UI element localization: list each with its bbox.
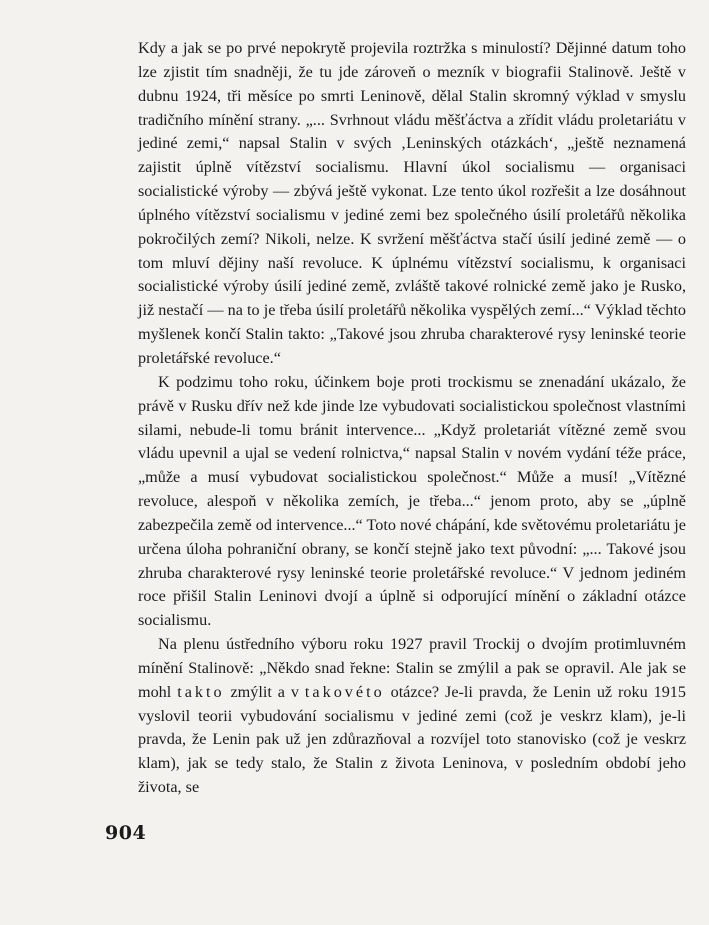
spaced-emphasis-takto: takto — [177, 682, 225, 701]
paragraph-2: K podzimu toho roku, účinkem boje proti trockismu se znenadání ukázalo, že právě v Rusku dřív než kde jinde lze vybudovati socialistickou společnost vlastními silami, nebude-li tomu bránit intervence... „Když proletariát vítězné země svou vládu upevnil a ujal se vedení rolnictva,“ napsal Stalin v novém vydání téže práce, „může a musí vybudovat socialistickou společnost.“ Může a musí! „Vítězné revoluce, alespoň v několika zemích, je třeba...“ jenom proto, aby se „úplně zabezpečila země od intervence...“ Toto nové chápání, kde světovému proletariátu je určena úloha pohraniční obrany, se končí stejně jako text původní: „... Takové jsou zhruba charakterové rysy leninské teorie proletářské revoluce.“ V jednom jediném roce přišil Stalin Leninovi dvojí a úplně si odporující mínění o základní otázce socialismu. — [138, 372, 686, 630]
spaced-emphasis-takoveto: takovéto — [304, 682, 385, 701]
page-number: 904 — [105, 822, 147, 844]
paragraph-1: Kdy a jak se po prvé nepokrytě projevila roztržka s minulostí? Dějinné datum toho lze zjistit tím snadněji, že tu jde zároveň o mezník v biografii Stalinově. Ještě v dubnu 1924, tři měsíce po smrti Leninově, dělal Stalin skromný výklad v smyslu tradičního mínění strany. „... Svrhnout vládu měšťáctva a zřídit vládu proletariátu v jediné zemi,“ napsal Stalin v svých ‚Leninských otázkách‘, „ještě neznamená zajistit úplně vítězství socialismu. Hlavní úkol socialismu — organisaci socialistické výroby — zbývá ještě vykonat. Lze tento úkol rozřešit a lze dosáhnout úplného vítězství socialismu v jediné zemi bez společného úsilí proletářů několika pokročilých zemí? Nikoli, nelze. K svržení měšťáctva stačí úsilí jediné země — o tom mluví dějiny naší revoluce. K úplnému vítězství socialismu, k organisaci socialistické výroby úsilí jediné země, zvláště takové rolnické země jako je Rusko, již nestačí — na to je třeba úsilí proletářů několika vyspělých zemí...“ Výklad těchto myšlenek končí Stalin takto: „Takové jsou zhruba charakterové rysy leninské teorie proletářské revoluce.“ — [138, 39, 686, 367]
page-body — [138, 37, 686, 800]
paragraph-3-text-c: otázce? Je-li pravda, že Lenin už roku 1915 vyslovil teorii vybudování socialismu v jediné zemi (což je veskrz klam), je-li pravda, že Lenin pak už jen zdůrazňoval a rozvíjel toto stanovisko (což je veskrz klam), jak se tedy stalo, že Stalin z života Leninova, v posledním období jeho života, se — [138, 682, 686, 797]
paragraph-3 — [138, 633, 686, 800]
paragraph-3-text-b: zmýlit a v — [224, 682, 305, 701]
paragraph-3-text-a: Na plenu ústředního výboru roku 1927 pravil Trockij o dvojím protimluvném mínění Stalinově: „Někdo snad řekne: Stalin se zmýlil a pak se opravil. Ale jak se mohl — [138, 635, 686, 701]
